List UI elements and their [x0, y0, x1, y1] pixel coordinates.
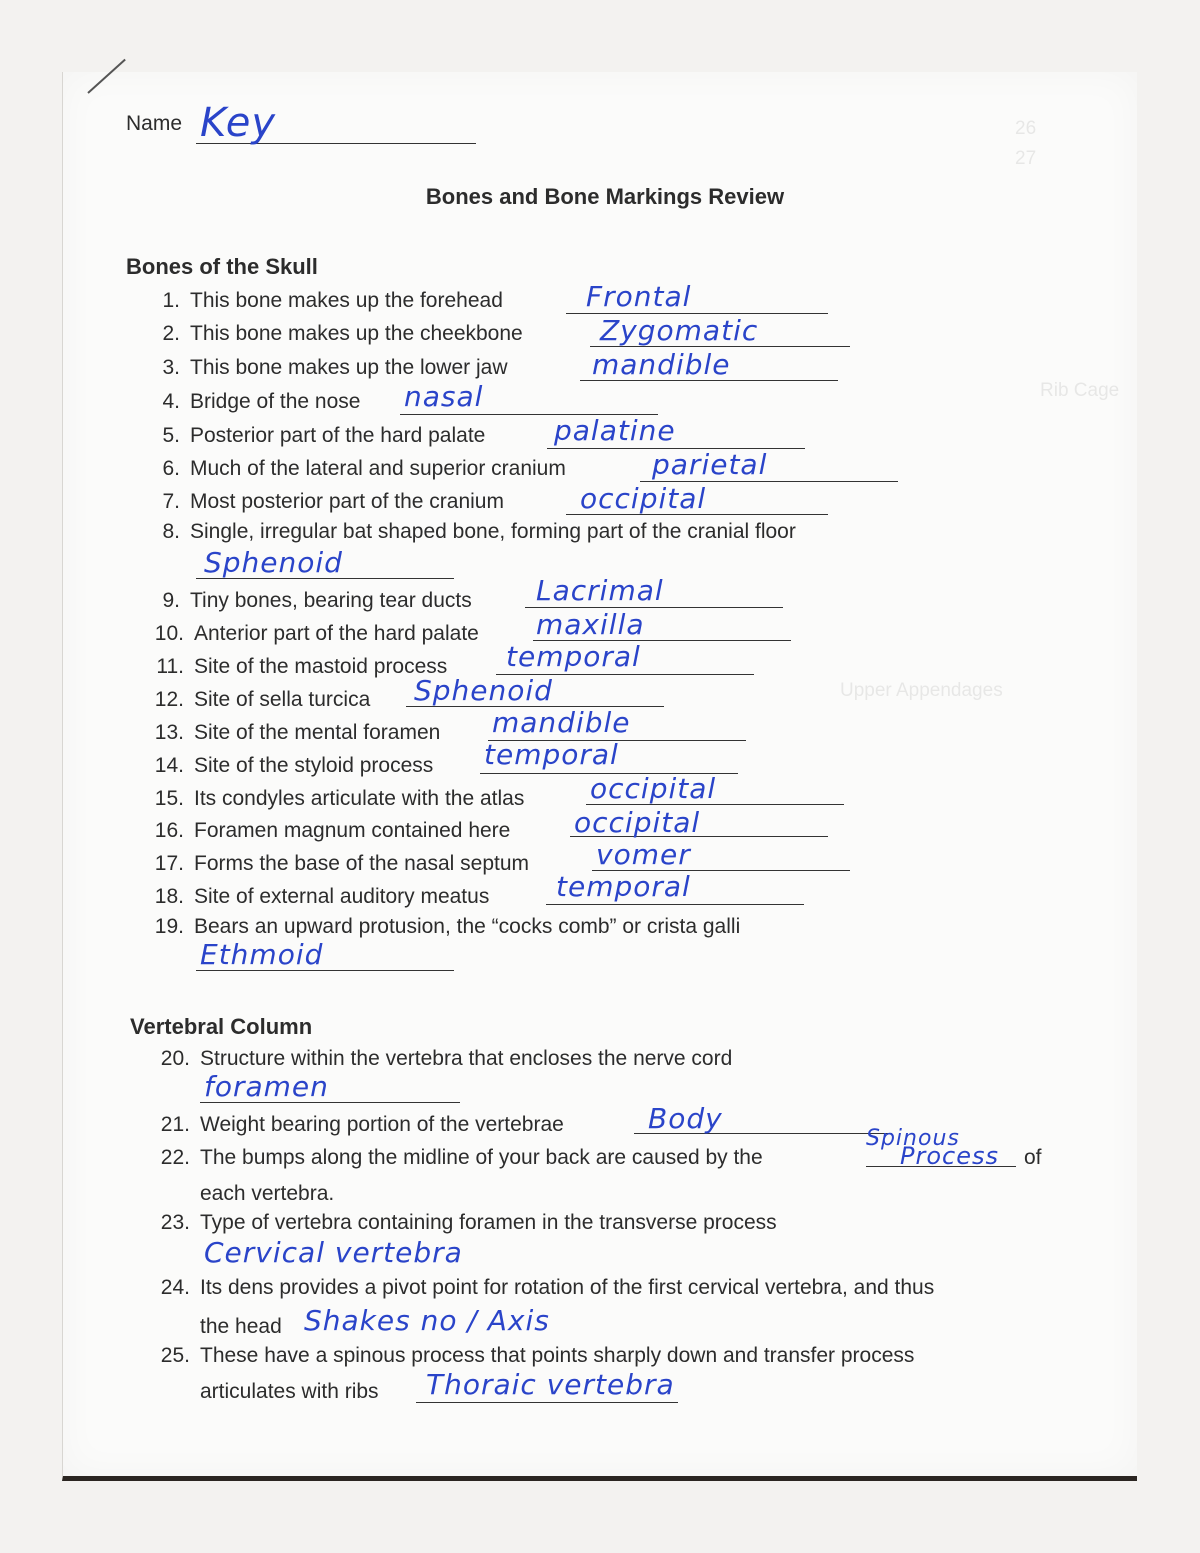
answer-8: Sphenoid — [204, 546, 343, 579]
answer-15: occipital — [590, 772, 717, 805]
section-heading-skull: Bones of the Skull — [126, 254, 318, 279]
answer-22: Process — [900, 1142, 999, 1170]
answer-20: foramen — [204, 1070, 329, 1103]
question-14: 14. Site of the styloid process — [154, 754, 434, 777]
question-22: 22. The bumps along the midline of your back are caused by the — [160, 1146, 763, 1169]
answer-5: palatine — [554, 414, 676, 447]
answer-line — [416, 1402, 678, 1403]
question-5: 5. Posterior part of the hard palate — [162, 424, 486, 447]
question-25: 25. These have a spinous process that points sharply down and transfer process — [160, 1344, 915, 1367]
question-10: 10. Anterior part of the hard palate — [154, 622, 479, 645]
question-11: 11. Site of the mastoid process — [156, 655, 448, 678]
question-13: 13. Site of the mental foramen — [154, 721, 441, 744]
question-17: 17. Forms the base of the nasal septum — [154, 852, 530, 875]
question-6: 6. Much of the lateral and superior cranium — [162, 457, 566, 480]
answer-1: Frontal — [586, 280, 692, 313]
question-7: 7. Most posterior part of the cranium — [162, 490, 504, 513]
answer-13: mandible — [492, 706, 631, 739]
question-15: 15. Its condyles articulate with the atlas — [154, 787, 525, 810]
question-1: 1. This bone makes up the forehead — [162, 289, 503, 312]
answer-17: vomer — [596, 838, 691, 871]
answer-18: temporal — [556, 870, 691, 903]
question-4: 4. Bridge of the nose — [162, 390, 361, 413]
answer-9: Lacrimal — [536, 574, 664, 607]
answer-7: occipital — [580, 482, 707, 515]
name-label: Name — [126, 112, 183, 135]
question-2: 2. This bone makes up the cheekbone — [162, 322, 523, 345]
answer-2: Zygomatic — [600, 314, 759, 347]
answer-22-top: Spinous — [866, 1126, 960, 1151]
answer-24: Shakes no / Axis — [304, 1304, 550, 1337]
question-21: 21. Weight bearing portion of the vertebrae — [160, 1113, 564, 1136]
answer-16: occipital — [574, 806, 701, 839]
section-heading-vertebral: Vertebral Column — [130, 1014, 313, 1039]
answer-19: Ethmoid — [200, 938, 324, 971]
answer-4: nasal — [404, 380, 484, 413]
answer-3: mandible — [592, 348, 731, 381]
answer-25: Thoraic vertebra — [426, 1368, 675, 1401]
question-25-line2: articulates with ribs — [200, 1380, 379, 1403]
answer-12: Sphenoid — [414, 674, 553, 707]
question-24: 24. Its dens provides a pivot point for rotation of the first cervical vertebra, and thus — [160, 1276, 935, 1299]
question-22-after: of — [1024, 1146, 1042, 1169]
bleed-through: Upper Appendages — [840, 680, 1003, 701]
question-20: 20. Structure within the vertebra that encloses the nerve cord — [160, 1047, 733, 1070]
question-16: 16. Foramen magnum contained here — [154, 819, 511, 842]
bleed-through: Rib Cage — [1040, 380, 1120, 401]
answer-6: parietal — [652, 448, 768, 481]
question-22-line2: each vertebra. — [200, 1182, 335, 1205]
question-18: 18. Site of external auditory meatus — [154, 885, 490, 908]
bleed-through: 27 — [1015, 148, 1037, 169]
answer-11: temporal — [506, 640, 641, 673]
bleed-through: 26 — [1015, 118, 1037, 139]
question-3: 3. This bone makes up the lower jaw — [162, 356, 508, 379]
question-8: 8. Single, irregular bat shaped bone, forming part of the cranial floor — [162, 520, 796, 543]
name-answer: Key — [200, 100, 277, 146]
answer-21: Body — [648, 1102, 723, 1135]
page-title: Bones and Bone Markings Review — [425, 184, 785, 209]
answer-14: temporal — [484, 738, 619, 771]
question-9: 9. Tiny bones, bearing tear ducts — [162, 589, 472, 612]
question-24-line2: the head — [200, 1315, 282, 1338]
answer-line — [546, 904, 804, 905]
answer-10: maxilla — [536, 608, 645, 641]
answer-23: Cervical vertebra — [204, 1236, 463, 1269]
question-23: 23. Type of vertebra containing foramen in the transverse process — [160, 1211, 777, 1234]
question-19: 19. Bears an upward protusion, the “cocks comb” or crista galli — [154, 915, 741, 938]
question-12: 12. Site of sella turcica — [154, 688, 371, 711]
